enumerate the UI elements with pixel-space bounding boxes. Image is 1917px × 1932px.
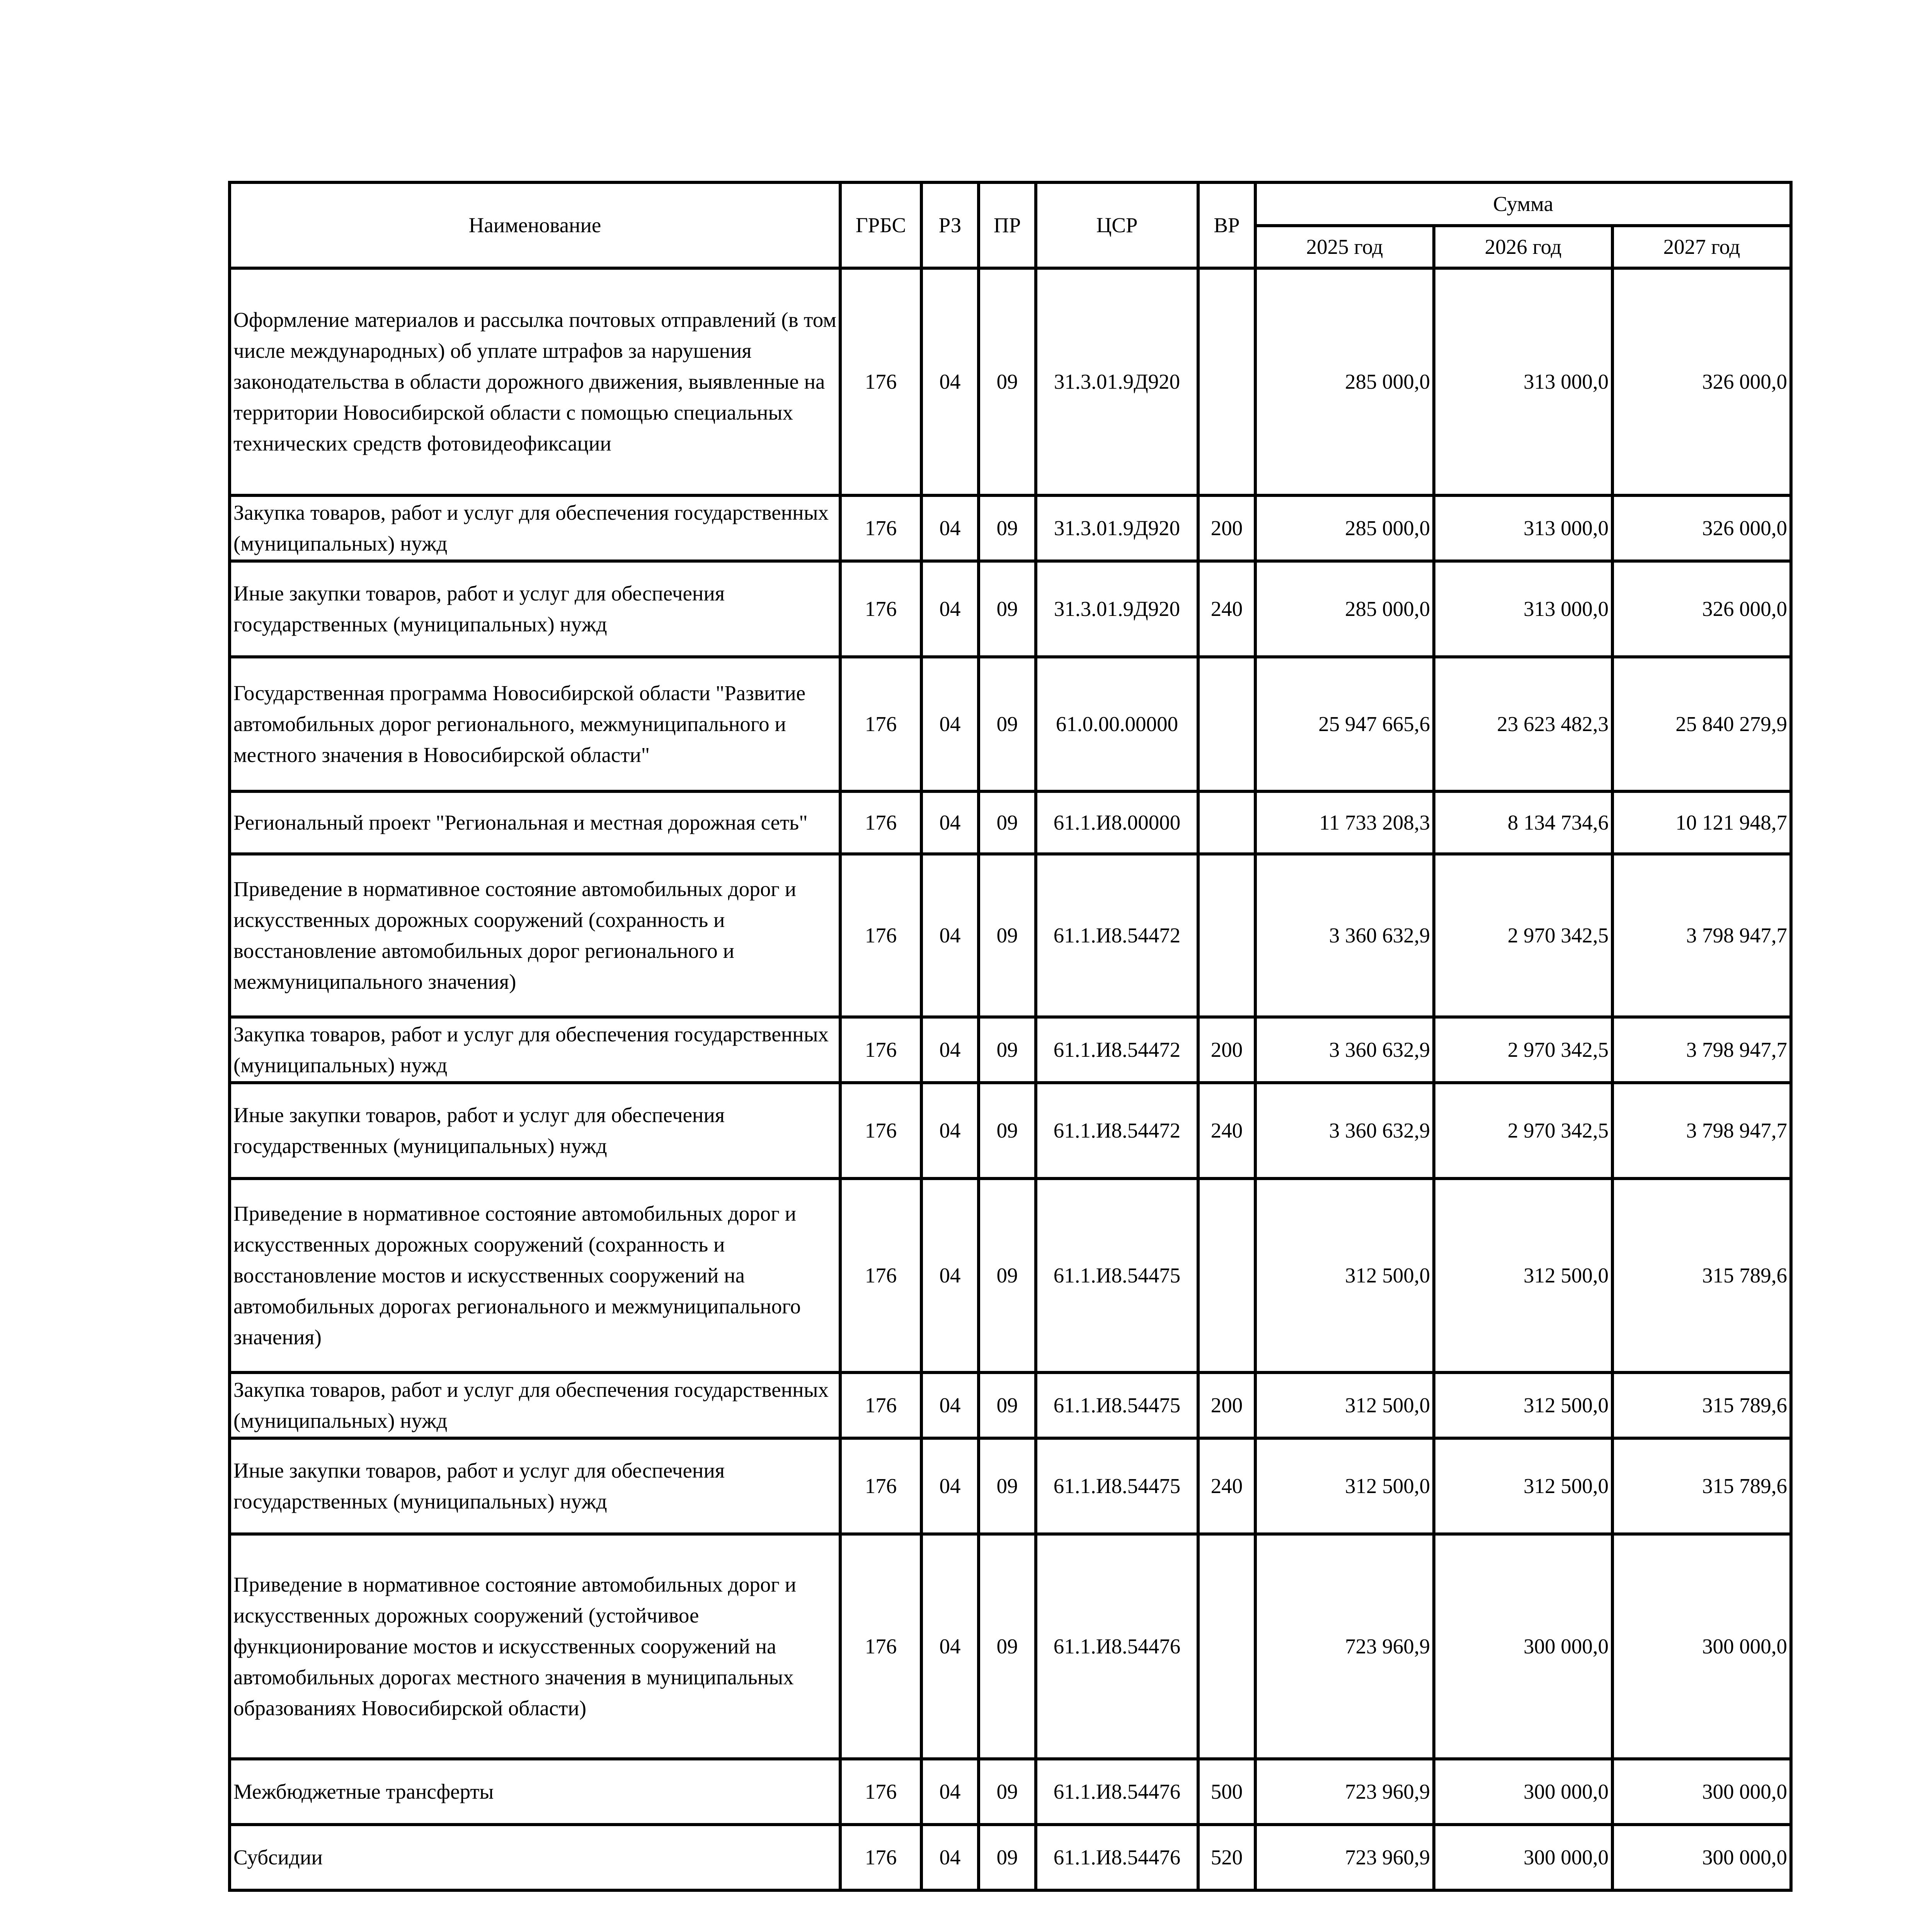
- cell-sum-2025: 312 500,0: [1255, 1438, 1434, 1534]
- cell-sum-2025: 25 947 665,6: [1255, 657, 1434, 791]
- cell-sum-2026: 2 970 342,5: [1434, 1017, 1612, 1083]
- header-csr: ЦСР: [1036, 182, 1198, 268]
- cell-sum-2027: 315 789,6: [1612, 1438, 1791, 1534]
- cell-name: Закупка товаров, работ и услуг для обеспечения государственных (муниципальных) нужд: [230, 1372, 840, 1438]
- cell-pr: 09: [979, 1179, 1036, 1372]
- cell-sum-2027: 326 000,0: [1612, 561, 1791, 657]
- cell-name: Межбюджетные трансферты: [230, 1759, 840, 1825]
- cell-rz: 04: [921, 1083, 979, 1179]
- cell-name: Иные закупки товаров, работ и услуг для обеспечения государственных (муниципальных) нужд: [230, 561, 840, 657]
- cell-csr: 61.0.00.00000: [1036, 657, 1198, 791]
- cell-vr: 200: [1198, 1372, 1255, 1438]
- header-year-2025: 2025 год: [1255, 226, 1434, 268]
- cell-sum-2025: 312 500,0: [1255, 1372, 1434, 1438]
- cell-name: Приведение в нормативное состояние автомобильных дорог и искусственных дорожных сооружений (сохранность и восстановление автомобильных дорог регионального и межмуниципального значения): [230, 854, 840, 1017]
- table-row: [230, 268, 1791, 495]
- cell-sum-2027: 300 000,0: [1612, 1759, 1791, 1825]
- cell-sum-2026: 312 500,0: [1434, 1372, 1612, 1438]
- cell-csr: 31.3.01.9Д920: [1036, 268, 1198, 495]
- cell-sum-2027: 326 000,0: [1612, 495, 1791, 561]
- cell-sum-2025: 11 733 208,3: [1255, 791, 1434, 854]
- cell-grbs: 176: [840, 1179, 921, 1372]
- cell-vr: 240: [1198, 1438, 1255, 1534]
- cell-name: Закупка товаров, работ и услуг для обеспечения государственных (муниципальных) нужд: [230, 495, 840, 561]
- cell-grbs: 176: [840, 1017, 921, 1083]
- cell-name: Приведение в нормативное состояние автомобильных дорог и искусственных дорожных сооружений (устойчивое функционирование мостов и искусственных сооружений на автомобильных дорогах местного значения в муниципальных образованиях Новосибирской области): [230, 1534, 840, 1759]
- cell-grbs: 176: [840, 1825, 921, 1890]
- table-row: [230, 1179, 1791, 1372]
- cell-rz: 04: [921, 561, 979, 657]
- cell-sum-2026: 300 000,0: [1434, 1759, 1612, 1825]
- cell-rz: 04: [921, 1759, 979, 1825]
- header-year-2027: 2027 год: [1612, 226, 1791, 268]
- cell-name: Оформление материалов и рассылка почтовых отправлений (в том числе международных) об уплате штрафов за нарушения законодательства в области дорожного движения, выявленные на территории Новосибирской области с помощью специальных технических средств фотовидеофиксации: [230, 268, 840, 495]
- cell-sum-2026: 23 623 482,3: [1434, 657, 1612, 791]
- cell-pr: 09: [979, 1017, 1036, 1083]
- cell-name: Приведение в нормативное состояние автомобильных дорог и искусственных дорожных сооружений (сохранность и восстановление мостов и искусственных сооружений на автомобильных дорогах регионального и межмуниципального значения): [230, 1179, 840, 1372]
- cell-grbs: 176: [840, 495, 921, 561]
- cell-pr: 09: [979, 791, 1036, 854]
- cell-grbs: 176: [840, 1534, 921, 1759]
- table-row: [230, 1534, 1791, 1759]
- cell-csr: 61.1.И8.54475: [1036, 1179, 1198, 1372]
- cell-csr: 61.1.И8.54472: [1036, 854, 1198, 1017]
- cell-sum-2025: 312 500,0: [1255, 1179, 1434, 1372]
- cell-pr: 09: [979, 1438, 1036, 1534]
- cell-name: Региональный проект "Региональная и местная дорожная сеть": [230, 791, 840, 854]
- cell-sum-2025: 285 000,0: [1255, 495, 1434, 561]
- cell-sum-2027: 25 840 279,9: [1612, 657, 1791, 791]
- cell-rz: 04: [921, 854, 979, 1017]
- cell-sum-2026: 313 000,0: [1434, 495, 1612, 561]
- cell-pr: 09: [979, 495, 1036, 561]
- cell-vr: 200: [1198, 495, 1255, 561]
- cell-csr: 61.1.И8.54475: [1036, 1438, 1198, 1534]
- cell-vr: 240: [1198, 1083, 1255, 1179]
- table-row: [230, 1438, 1791, 1534]
- table-body: [230, 268, 1791, 1890]
- table-row: [230, 495, 1791, 561]
- cell-sum-2026: 313 000,0: [1434, 561, 1612, 657]
- cell-vr: [1198, 1179, 1255, 1372]
- cell-grbs: 176: [840, 1372, 921, 1438]
- header-row: [230, 182, 1791, 226]
- header-rz: РЗ: [921, 182, 979, 268]
- cell-sum-2026: 312 500,0: [1434, 1438, 1612, 1534]
- cell-csr: 31.3.01.9Д920: [1036, 495, 1198, 561]
- cell-vr: [1198, 657, 1255, 791]
- cell-rz: 04: [921, 657, 979, 791]
- cell-grbs: 176: [840, 657, 921, 791]
- cell-sum-2027: 326 000,0: [1612, 268, 1791, 495]
- cell-grbs: 176: [840, 1083, 921, 1179]
- cell-pr: 09: [979, 1534, 1036, 1759]
- table-row: [230, 1372, 1791, 1438]
- cell-csr: 31.3.01.9Д920: [1036, 561, 1198, 657]
- cell-sum-2026: 300 000,0: [1434, 1825, 1612, 1890]
- cell-csr: 61.1.И8.54475: [1036, 1372, 1198, 1438]
- cell-rz: 04: [921, 268, 979, 495]
- cell-pr: 09: [979, 657, 1036, 791]
- cell-sum-2025: 285 000,0: [1255, 268, 1434, 495]
- table-row: [230, 1083, 1791, 1179]
- cell-rz: 04: [921, 1825, 979, 1890]
- cell-rz: 04: [921, 1372, 979, 1438]
- cell-grbs: 176: [840, 1438, 921, 1534]
- cell-csr: 61.1.И8.54476: [1036, 1534, 1198, 1759]
- cell-pr: 09: [979, 1759, 1036, 1825]
- cell-rz: 04: [921, 1017, 979, 1083]
- header-sum: Сумма: [1255, 182, 1791, 226]
- table-row: [230, 657, 1791, 791]
- cell-pr: 09: [979, 1372, 1036, 1438]
- header-year-2026: 2026 год: [1434, 226, 1612, 268]
- cell-sum-2025: 723 960,9: [1255, 1759, 1434, 1825]
- cell-pr: 09: [979, 561, 1036, 657]
- cell-sum-2026: 2 970 342,5: [1434, 854, 1612, 1017]
- cell-pr: 09: [979, 268, 1036, 495]
- cell-name: Закупка товаров, работ и услуг для обеспечения государственных (муниципальных) нужд: [230, 1017, 840, 1083]
- cell-rz: 04: [921, 1438, 979, 1534]
- cell-pr: 09: [979, 854, 1036, 1017]
- cell-csr: 61.1.И8.54472: [1036, 1017, 1198, 1083]
- cell-vr: [1198, 268, 1255, 495]
- cell-vr: [1198, 1534, 1255, 1759]
- table-row: [230, 1825, 1791, 1890]
- cell-grbs: 176: [840, 1759, 921, 1825]
- cell-grbs: 176: [840, 854, 921, 1017]
- cell-sum-2027: 3 798 947,7: [1612, 1017, 1791, 1083]
- cell-sum-2027: 3 798 947,7: [1612, 854, 1791, 1017]
- cell-rz: 04: [921, 791, 979, 854]
- cell-sum-2025: 285 000,0: [1255, 561, 1434, 657]
- cell-vr: 500: [1198, 1759, 1255, 1825]
- cell-sum-2027: 10 121 948,7: [1612, 791, 1791, 854]
- cell-grbs: 176: [840, 791, 921, 854]
- cell-sum-2025: 3 360 632,9: [1255, 1017, 1434, 1083]
- cell-name: Государственная программа Новосибирской области "Развитие автомобильных дорог регионального, межмуниципального и местного значения в Новосибирской области": [230, 657, 840, 791]
- cell-pr: 09: [979, 1825, 1036, 1890]
- cell-rz: 04: [921, 495, 979, 561]
- cell-name: Субсидии: [230, 1825, 840, 1890]
- cell-vr: 200: [1198, 1017, 1255, 1083]
- cell-sum-2027: 300 000,0: [1612, 1534, 1791, 1759]
- cell-pr: 09: [979, 1083, 1036, 1179]
- cell-sum-2027: 300 000,0: [1612, 1825, 1791, 1890]
- header-pr: ПР: [979, 182, 1036, 268]
- cell-sum-2026: 313 000,0: [1434, 268, 1612, 495]
- cell-sum-2027: 315 789,6: [1612, 1372, 1791, 1438]
- header-name: Наименование: [230, 182, 840, 268]
- cell-rz: 04: [921, 1534, 979, 1759]
- cell-sum-2027: 315 789,6: [1612, 1179, 1791, 1372]
- cell-sum-2026: 2 970 342,5: [1434, 1083, 1612, 1179]
- cell-vr: 520: [1198, 1825, 1255, 1890]
- header-vr: ВР: [1198, 182, 1255, 268]
- budget-table: [228, 181, 1793, 1892]
- header-grbs: ГРБС: [840, 182, 921, 268]
- cell-sum-2026: 8 134 734,6: [1434, 791, 1612, 854]
- cell-name: Иные закупки товаров, работ и услуг для обеспечения государственных (муниципальных) нужд: [230, 1438, 840, 1534]
- cell-csr: 61.1.И8.54472: [1036, 1083, 1198, 1179]
- cell-grbs: 176: [840, 561, 921, 657]
- cell-vr: [1198, 854, 1255, 1017]
- cell-sum-2026: 312 500,0: [1434, 1179, 1612, 1372]
- cell-vr: 240: [1198, 561, 1255, 657]
- table-row: [230, 791, 1791, 854]
- cell-sum-2025: 723 960,9: [1255, 1825, 1434, 1890]
- cell-grbs: 176: [840, 268, 921, 495]
- table-row: [230, 854, 1791, 1017]
- cell-vr: [1198, 791, 1255, 854]
- cell-csr: 61.1.И8.54476: [1036, 1825, 1198, 1890]
- cell-csr: 61.1.И8.54476: [1036, 1759, 1198, 1825]
- cell-sum-2025: 3 360 632,9: [1255, 854, 1434, 1017]
- cell-sum-2027: 3 798 947,7: [1612, 1083, 1791, 1179]
- cell-sum-2025: 723 960,9: [1255, 1534, 1434, 1759]
- cell-sum-2026: 300 000,0: [1434, 1534, 1612, 1759]
- cell-sum-2025: 3 360 632,9: [1255, 1083, 1434, 1179]
- cell-name: Иные закупки товаров, работ и услуг для обеспечения государственных (муниципальных) нужд: [230, 1083, 840, 1179]
- table-row: [230, 561, 1791, 657]
- cell-rz: 04: [921, 1179, 979, 1372]
- cell-csr: 61.1.И8.00000: [1036, 791, 1198, 854]
- table-row: [230, 1017, 1791, 1083]
- table-row: [230, 1759, 1791, 1825]
